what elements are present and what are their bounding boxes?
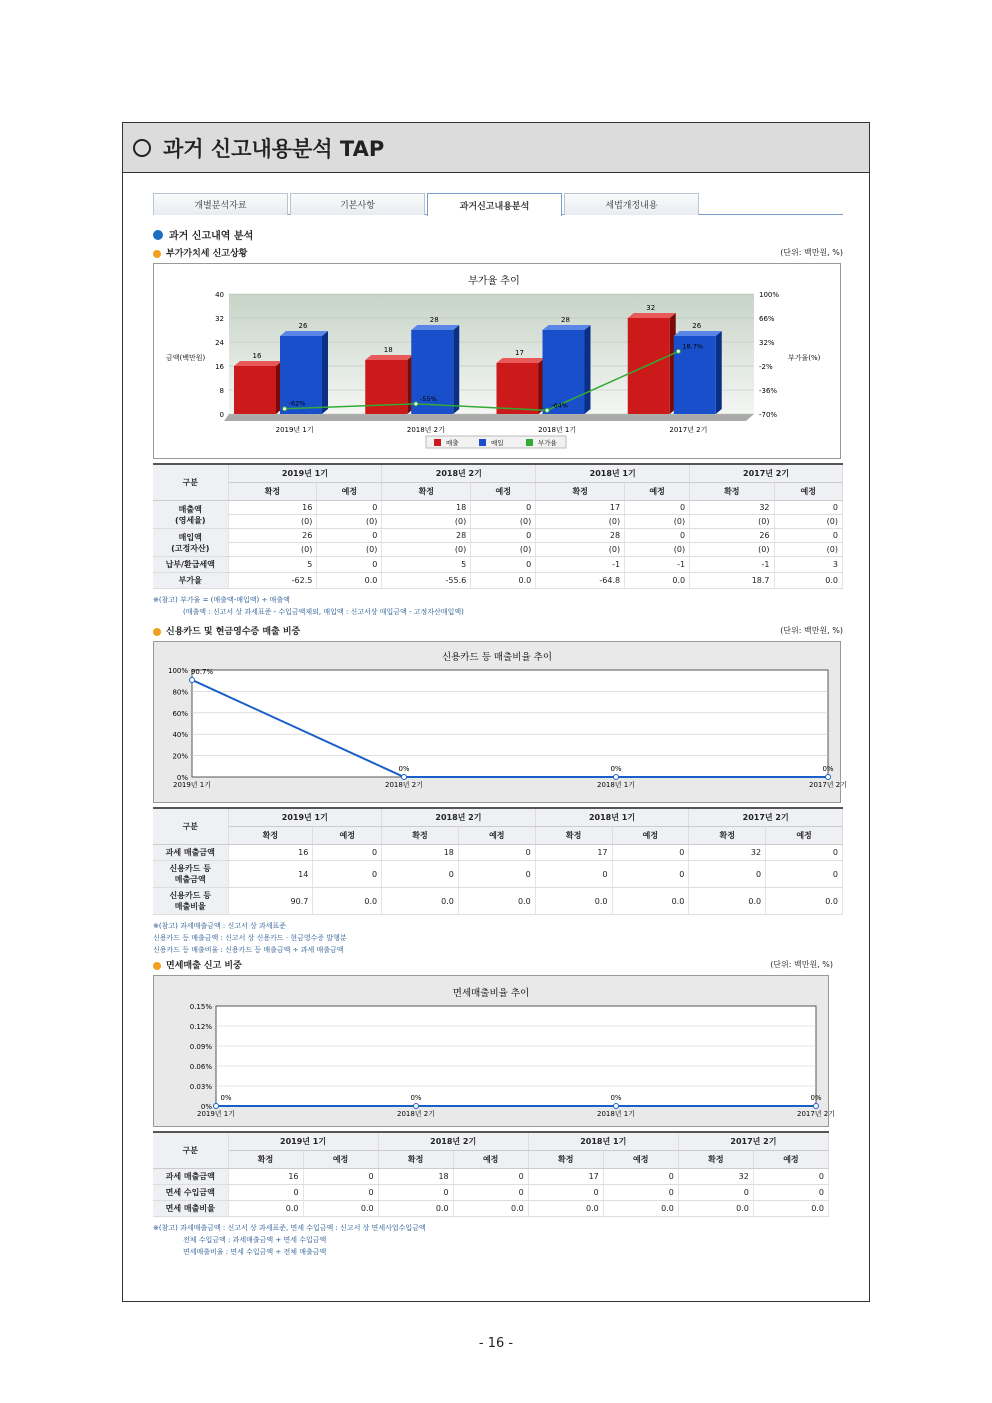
- y-tick-label: 0.12%: [189, 1023, 212, 1031]
- table-cell: 18: [382, 845, 459, 861]
- table-cell: 16: [228, 1169, 303, 1185]
- y2-tick-label: -2%: [759, 363, 773, 371]
- y2-tick-label: -70%: [759, 411, 778, 419]
- y-tick-label: 0.09%: [189, 1043, 212, 1051]
- table-header: 구분: [153, 1132, 228, 1169]
- sub-header: 확정: [228, 1151, 303, 1169]
- table-cell: 32: [690, 501, 774, 515]
- row-label: 신용카드 등 매출비율: [153, 888, 228, 915]
- y-tick-label: 0%: [200, 1103, 212, 1111]
- y-tick-label: 24: [215, 339, 224, 347]
- line-point: [402, 775, 407, 780]
- table-cell: 16: [228, 501, 317, 515]
- sub-header: 예정: [317, 483, 382, 501]
- line-point: [614, 775, 619, 780]
- table-header: 구분: [153, 808, 228, 845]
- bar-top: [280, 331, 328, 336]
- y-tick-label: 0.06%: [189, 1063, 212, 1071]
- table-cell: 0.0: [603, 1201, 678, 1217]
- table-cell: 0: [774, 501, 843, 515]
- bar-value-label: 18: [383, 346, 393, 354]
- table-cell: (0): [317, 543, 382, 557]
- sub-header: 예정: [313, 827, 382, 845]
- line-point: [214, 1104, 219, 1109]
- line-value-label: 0%: [810, 1094, 822, 1102]
- table-cell: 0.0: [228, 1201, 303, 1217]
- table-cell: 0: [678, 1185, 753, 1201]
- bar-매출: [497, 363, 539, 414]
- table-cell: 0: [378, 1185, 453, 1201]
- table-cell: (0): [471, 515, 536, 529]
- x-tick-label: 2018년 1기: [538, 426, 577, 434]
- table-cell: 0.0: [382, 888, 459, 915]
- y-tick-label: 60%: [172, 709, 188, 718]
- row-label: 부가율: [153, 573, 228, 589]
- legend-label: 매입: [491, 439, 504, 447]
- x-tick-label: 2018년 1기: [596, 781, 636, 789]
- legend-label: 부가율: [538, 439, 557, 447]
- table-cell: (0): [690, 543, 774, 557]
- table-cell: 0: [603, 1185, 678, 1201]
- y2-tick-label: 32%: [759, 339, 775, 347]
- sub-header: 확정: [228, 827, 313, 845]
- plot-floor: [224, 414, 754, 421]
- bar-top: [365, 355, 413, 360]
- y-tick-label: 0%: [176, 774, 188, 782]
- table-cell: (0): [774, 543, 843, 557]
- table-cell: (0): [690, 515, 774, 529]
- row-label: 신용카드 등 매출금액: [153, 861, 228, 888]
- table-cell: 90.7: [228, 888, 313, 915]
- x-tick-label: 2018년 2기: [406, 426, 445, 434]
- table-header: 구분: [153, 464, 228, 501]
- table-cell: 0.0: [625, 573, 690, 589]
- table-cell: 18.7: [690, 573, 774, 589]
- table-cell: (0): [536, 515, 625, 529]
- table-cell: 0: [382, 861, 459, 888]
- sub-header: 예정: [453, 1151, 528, 1169]
- y-tick-label: 100%: [167, 667, 188, 675]
- table-cell: 0.0: [378, 1201, 453, 1217]
- sub-header: 예정: [612, 827, 689, 845]
- row-label: 매입액 (고정자산): [153, 529, 228, 557]
- table-cell: 0: [753, 1169, 828, 1185]
- table-cell: (0): [228, 543, 317, 557]
- line-value-label: 0%: [610, 765, 622, 773]
- table-cell: 0.0: [317, 573, 382, 589]
- table-cell: 32: [689, 845, 766, 861]
- table-cell: 5: [382, 557, 471, 573]
- chart-title: 부가율 추이: [468, 276, 520, 287]
- bar-value-label: 28: [429, 316, 439, 324]
- bar-value-label: 32: [646, 304, 656, 312]
- table-cell: 0: [766, 861, 843, 888]
- sub-header: 예정: [625, 483, 690, 501]
- y-tick-label: 8: [219, 387, 224, 395]
- table-cell: 0: [317, 557, 382, 573]
- y-tick-label: 0.15%: [189, 1003, 212, 1011]
- table-cell: 0.0: [528, 1201, 603, 1217]
- tab-bar: [153, 193, 843, 215]
- exempt-chart-svg: [154, 976, 836, 1126]
- vat-table: [153, 463, 843, 589]
- table-cell: 0.0: [612, 888, 689, 915]
- y2-axis-label: 부가율(%): [788, 354, 821, 362]
- line-value-label: 0%: [410, 1094, 422, 1102]
- line-point: [283, 407, 287, 411]
- x-tick-label: 2017년 2기: [669, 426, 708, 434]
- period-header: 2017년 2기: [690, 464, 843, 483]
- line-value-label: 0%: [822, 765, 834, 773]
- page-number: - 16 -: [478, 1336, 514, 1351]
- x-tick-label: 2019년 1기: [275, 426, 314, 434]
- table-row: [153, 543, 843, 557]
- table-cell: 0: [603, 1169, 678, 1185]
- table-cell: 28: [536, 529, 625, 543]
- line-value-label: 18.7%: [682, 342, 704, 351]
- table-cell: 0.0: [753, 1201, 828, 1217]
- table-cell: 0.0: [453, 1201, 528, 1217]
- table-cell: 0.0: [458, 888, 535, 915]
- line-point: [545, 408, 549, 412]
- y-tick-label: 16: [215, 363, 224, 371]
- y-tick-label: 80%: [172, 688, 188, 697]
- card-chart-svg: [154, 642, 848, 802]
- tab-tax-law[interactable]: 세법개정내용: [564, 193, 699, 215]
- table-cell: (0): [625, 515, 690, 529]
- bar-top: [543, 325, 591, 330]
- tab-individual[interactable]: 개별분석자료: [153, 193, 288, 215]
- table-cell: 0: [313, 861, 382, 888]
- table-row: [153, 861, 843, 888]
- bar-top: [497, 358, 545, 363]
- x-tick-label: 2017년 2기: [796, 1110, 836, 1118]
- table-cell: 16: [228, 845, 313, 861]
- y-tick-label: 0.03%: [189, 1083, 212, 1091]
- tab-basic[interactable]: 기본사항: [290, 193, 425, 215]
- table-cell: 0: [612, 845, 689, 861]
- sub-header: 예정: [753, 1151, 828, 1169]
- line-value-label: 0%: [220, 1094, 232, 1102]
- section-title: 과거 신고내역 분석: [153, 227, 843, 242]
- table-cell: (0): [625, 543, 690, 557]
- table-cell: 17: [535, 845, 612, 861]
- vat-subtitle: 부가가치세 신고상황 (단위: 백만원, %): [153, 246, 843, 259]
- card-chart: [153, 641, 848, 803]
- vat-chart-svg: [154, 264, 840, 458]
- period-header: 2017년 2기: [689, 808, 843, 827]
- table-cell: (0): [536, 543, 625, 557]
- table-cell: (0): [471, 543, 536, 557]
- bar-value-label: 16: [252, 352, 262, 360]
- table-cell: 0: [625, 501, 690, 515]
- y-axis-label: 금액(백만원): [166, 354, 206, 362]
- legend-label: 매출: [446, 439, 459, 447]
- vat-notes: ※(참고) 부가율 = (매출액-매입액) ÷ 매출액 (매출액 : 신고서 상 과세표준 - 수입금액제외, 매입액 : 신고서상 매입금액 - 고정자산매입액): [153, 596, 464, 616]
- sub-header: 확정: [528, 1151, 603, 1169]
- line-value-label: 0%: [398, 765, 410, 773]
- line-value-label: 90.7%: [190, 667, 214, 676]
- period-header: 2017년 2기: [678, 1132, 828, 1151]
- period-header: 2018년 1기: [528, 1132, 678, 1151]
- table-cell: (0): [382, 515, 471, 529]
- bar-top: [234, 361, 282, 366]
- line-point: [814, 1104, 819, 1109]
- bar-top: [628, 313, 676, 318]
- x-tick-label: 2019년 1기: [196, 1110, 236, 1118]
- x-tick-label: 2019년 1기: [172, 781, 212, 789]
- sub-header: 예정: [766, 827, 843, 845]
- table-cell: 0: [458, 861, 535, 888]
- table-cell: 0: [535, 861, 612, 888]
- exempt-subtitle: 면세매출 신고 비중 (단위: 백만원, %): [153, 958, 843, 971]
- exempt-chart: [153, 975, 836, 1127]
- table-cell: 0: [528, 1185, 603, 1201]
- table-cell: 0: [753, 1185, 828, 1201]
- table-cell: 0: [471, 529, 536, 543]
- y2-tick-label: 66%: [759, 315, 775, 323]
- table-cell: -64.8: [536, 573, 625, 589]
- bar-side: [453, 325, 459, 414]
- period-header: 2019년 1기: [228, 1132, 378, 1151]
- table-row: [153, 529, 843, 543]
- y-tick-label: 40%: [172, 731, 188, 740]
- period-header: 2018년 1기: [536, 464, 690, 483]
- y2-tick-label: -36%: [759, 387, 778, 395]
- bar-side: [716, 331, 722, 414]
- table-cell: 0: [303, 1169, 378, 1185]
- bar-top: [674, 331, 722, 336]
- table-cell: 0: [766, 845, 843, 861]
- line-point: [414, 1104, 419, 1109]
- chart-title: 면세매출비율 추이: [452, 988, 530, 999]
- table-row: [153, 845, 843, 861]
- sub-header: 확정: [382, 827, 459, 845]
- vat-chart: [153, 263, 841, 459]
- circle-icon: [133, 139, 151, 157]
- table-cell: 0: [303, 1185, 378, 1201]
- x-tick-label: 2017년 2기: [808, 781, 848, 789]
- bar-side: [322, 331, 328, 414]
- line-point: [614, 1104, 619, 1109]
- table-cell: -1: [625, 557, 690, 573]
- row-label: 과세 매출금액: [153, 1169, 228, 1185]
- sub-header: 예정: [471, 483, 536, 501]
- y-tick-label: 40: [215, 291, 224, 299]
- x-tick-label: 2018년 1기: [596, 1110, 636, 1118]
- table-cell: -1: [690, 557, 774, 573]
- table-cell: 0: [317, 529, 382, 543]
- table-cell: 0.0: [303, 1201, 378, 1217]
- table-cell: (0): [382, 543, 471, 557]
- line-point: [190, 677, 195, 682]
- table-cell: 0: [453, 1185, 528, 1201]
- bullet-icon: [153, 230, 163, 240]
- table-cell: -62.5: [228, 573, 317, 589]
- period-header: 2018년 1기: [535, 808, 689, 827]
- table-cell: 0.0: [678, 1201, 753, 1217]
- table-cell: 0: [612, 861, 689, 888]
- plot-area: [216, 1006, 816, 1106]
- sub-header: 예정: [458, 827, 535, 845]
- bar-value-label: 26: [692, 322, 702, 330]
- table-cell: 18: [378, 1169, 453, 1185]
- period-header: 2018년 2기: [378, 1132, 528, 1151]
- sub-header: 확정: [535, 827, 612, 845]
- table-cell: 0: [471, 557, 536, 573]
- page-title: 과거 신고내용분석 TAP: [163, 136, 385, 161]
- table-cell: 0.0: [774, 573, 843, 589]
- period-header: 2019년 1기: [228, 808, 382, 827]
- card-table: [153, 807, 843, 915]
- bar-side: [585, 325, 591, 414]
- card-subtitle: 신용카드 및 현금영수증 매출 비중 (단위: 백만원, %): [153, 624, 843, 637]
- table-cell: (0): [774, 515, 843, 529]
- line-point: [826, 775, 831, 780]
- table-cell: 32: [678, 1169, 753, 1185]
- line-point: [676, 349, 680, 353]
- page-header: [123, 123, 869, 173]
- legend-swatch: [526, 439, 533, 446]
- row-label: 매출액 (영세율): [153, 501, 228, 529]
- period-header: 2019년 1기: [228, 464, 382, 483]
- y-tick-label: 0: [219, 411, 224, 419]
- table-cell: 17: [528, 1169, 603, 1185]
- x-tick-label: 2018년 2기: [396, 1110, 436, 1118]
- table-cell: 0: [471, 501, 536, 515]
- table-cell: 14: [228, 861, 313, 888]
- table-cell: 0: [317, 501, 382, 515]
- bullet-icon: [153, 962, 161, 970]
- report-frame: [122, 122, 870, 1302]
- table-row: [153, 573, 843, 589]
- sub-header: 확정: [678, 1151, 753, 1169]
- line-value-label: -64%: [551, 401, 568, 410]
- sub-header: 예정: [303, 1151, 378, 1169]
- table-cell: 18: [382, 501, 471, 515]
- table-cell: (0): [317, 515, 382, 529]
- table-cell: 17: [536, 501, 625, 515]
- table-cell: 0: [625, 529, 690, 543]
- table-cell: 0.0: [535, 888, 612, 915]
- x-tick-label: 2018년 2기: [384, 781, 424, 789]
- row-label: 면세 수입금액: [153, 1185, 228, 1201]
- bar-top: [411, 325, 459, 330]
- table-cell: (0): [228, 515, 317, 529]
- legend-swatch: [479, 439, 486, 446]
- line-value-label: -55%: [419, 394, 437, 403]
- sub-header: 확정: [228, 483, 317, 501]
- sub-header: 확정: [382, 483, 471, 501]
- bar-value-label: 17: [515, 349, 524, 357]
- table-cell: 0: [774, 529, 843, 543]
- table-cell: 3: [774, 557, 843, 573]
- table-cell: -1: [536, 557, 625, 573]
- table-row: [153, 1169, 829, 1185]
- bar-value-label: 28: [561, 316, 570, 324]
- table-row: [153, 515, 843, 529]
- table-cell: 0.0: [313, 888, 382, 915]
- table-row: [153, 501, 843, 515]
- table-cell: 28: [382, 529, 471, 543]
- table-cell: 0: [453, 1169, 528, 1185]
- row-label: 납부/환급세액: [153, 557, 228, 573]
- exempt-notes: ※(참고) 과세매출금액 : 신고서 상 과세표준, 면세 수입금액 : 신고서 상 면세사업수입금액 전체 수입금액 : 과세매출금액 + 면세 수입금액 면세매출비율 : 면세 수입금액 ÷ 전체 매출금액: [153, 1224, 426, 1256]
- bullet-icon: [153, 628, 161, 636]
- table-cell: 0.0: [471, 573, 536, 589]
- sub-header: 예정: [774, 483, 843, 501]
- table-cell: 0: [228, 1185, 303, 1201]
- table-cell: 26: [228, 529, 317, 543]
- bar-value-label: 26: [298, 322, 308, 330]
- y2-tick-label: 100%: [759, 291, 780, 299]
- sub-header: 확정: [536, 483, 625, 501]
- table-cell: 0.0: [689, 888, 766, 915]
- table-row: [153, 888, 843, 915]
- line-value-label: 0%: [610, 1094, 622, 1102]
- table-cell: 0.0: [766, 888, 843, 915]
- table-cell: 26: [690, 529, 774, 543]
- sub-header: 확정: [690, 483, 774, 501]
- sub-header: 확정: [689, 827, 766, 845]
- table-row: [153, 557, 843, 573]
- sub-header: 확정: [378, 1151, 453, 1169]
- table-row: [153, 1185, 829, 1201]
- tab-past-report[interactable]: 과거신고내용분석: [427, 193, 562, 216]
- card-notes: ※(참고) 과세매출금액 : 신고서 상 과세표준 신용카드 등 매출금액 : 신고서 상 신용카드 · 현금영수증 발행분 신용카드 등 매출비율 : 신용카드 등 매출금액 ÷ 과세 매출금액: [153, 922, 347, 954]
- table-cell: 0: [458, 845, 535, 861]
- table-cell: 0: [313, 845, 382, 861]
- legend-swatch: [434, 439, 441, 446]
- table-row: [153, 1201, 829, 1217]
- sub-header: 예정: [603, 1151, 678, 1169]
- period-header: 2018년 2기: [382, 464, 536, 483]
- bullet-icon: [153, 250, 161, 258]
- table-cell: 5: [228, 557, 317, 573]
- line-point: [414, 402, 418, 406]
- period-header: 2018년 2기: [382, 808, 536, 827]
- table-cell: -55.6: [382, 573, 471, 589]
- y-tick-label: 32: [215, 315, 224, 323]
- table-cell: 0: [689, 861, 766, 888]
- row-label: 면세 매출비율: [153, 1201, 228, 1217]
- row-label: 과세 매출금액: [153, 845, 228, 861]
- bar-매출: [234, 366, 276, 414]
- exempt-table: [153, 1131, 829, 1217]
- bar-매출: [628, 318, 670, 414]
- line-value-label: -62%: [288, 399, 306, 408]
- y-tick-label: 20%: [172, 752, 188, 761]
- chart-title: 신용카드 등 매출비율 추이: [441, 652, 553, 663]
